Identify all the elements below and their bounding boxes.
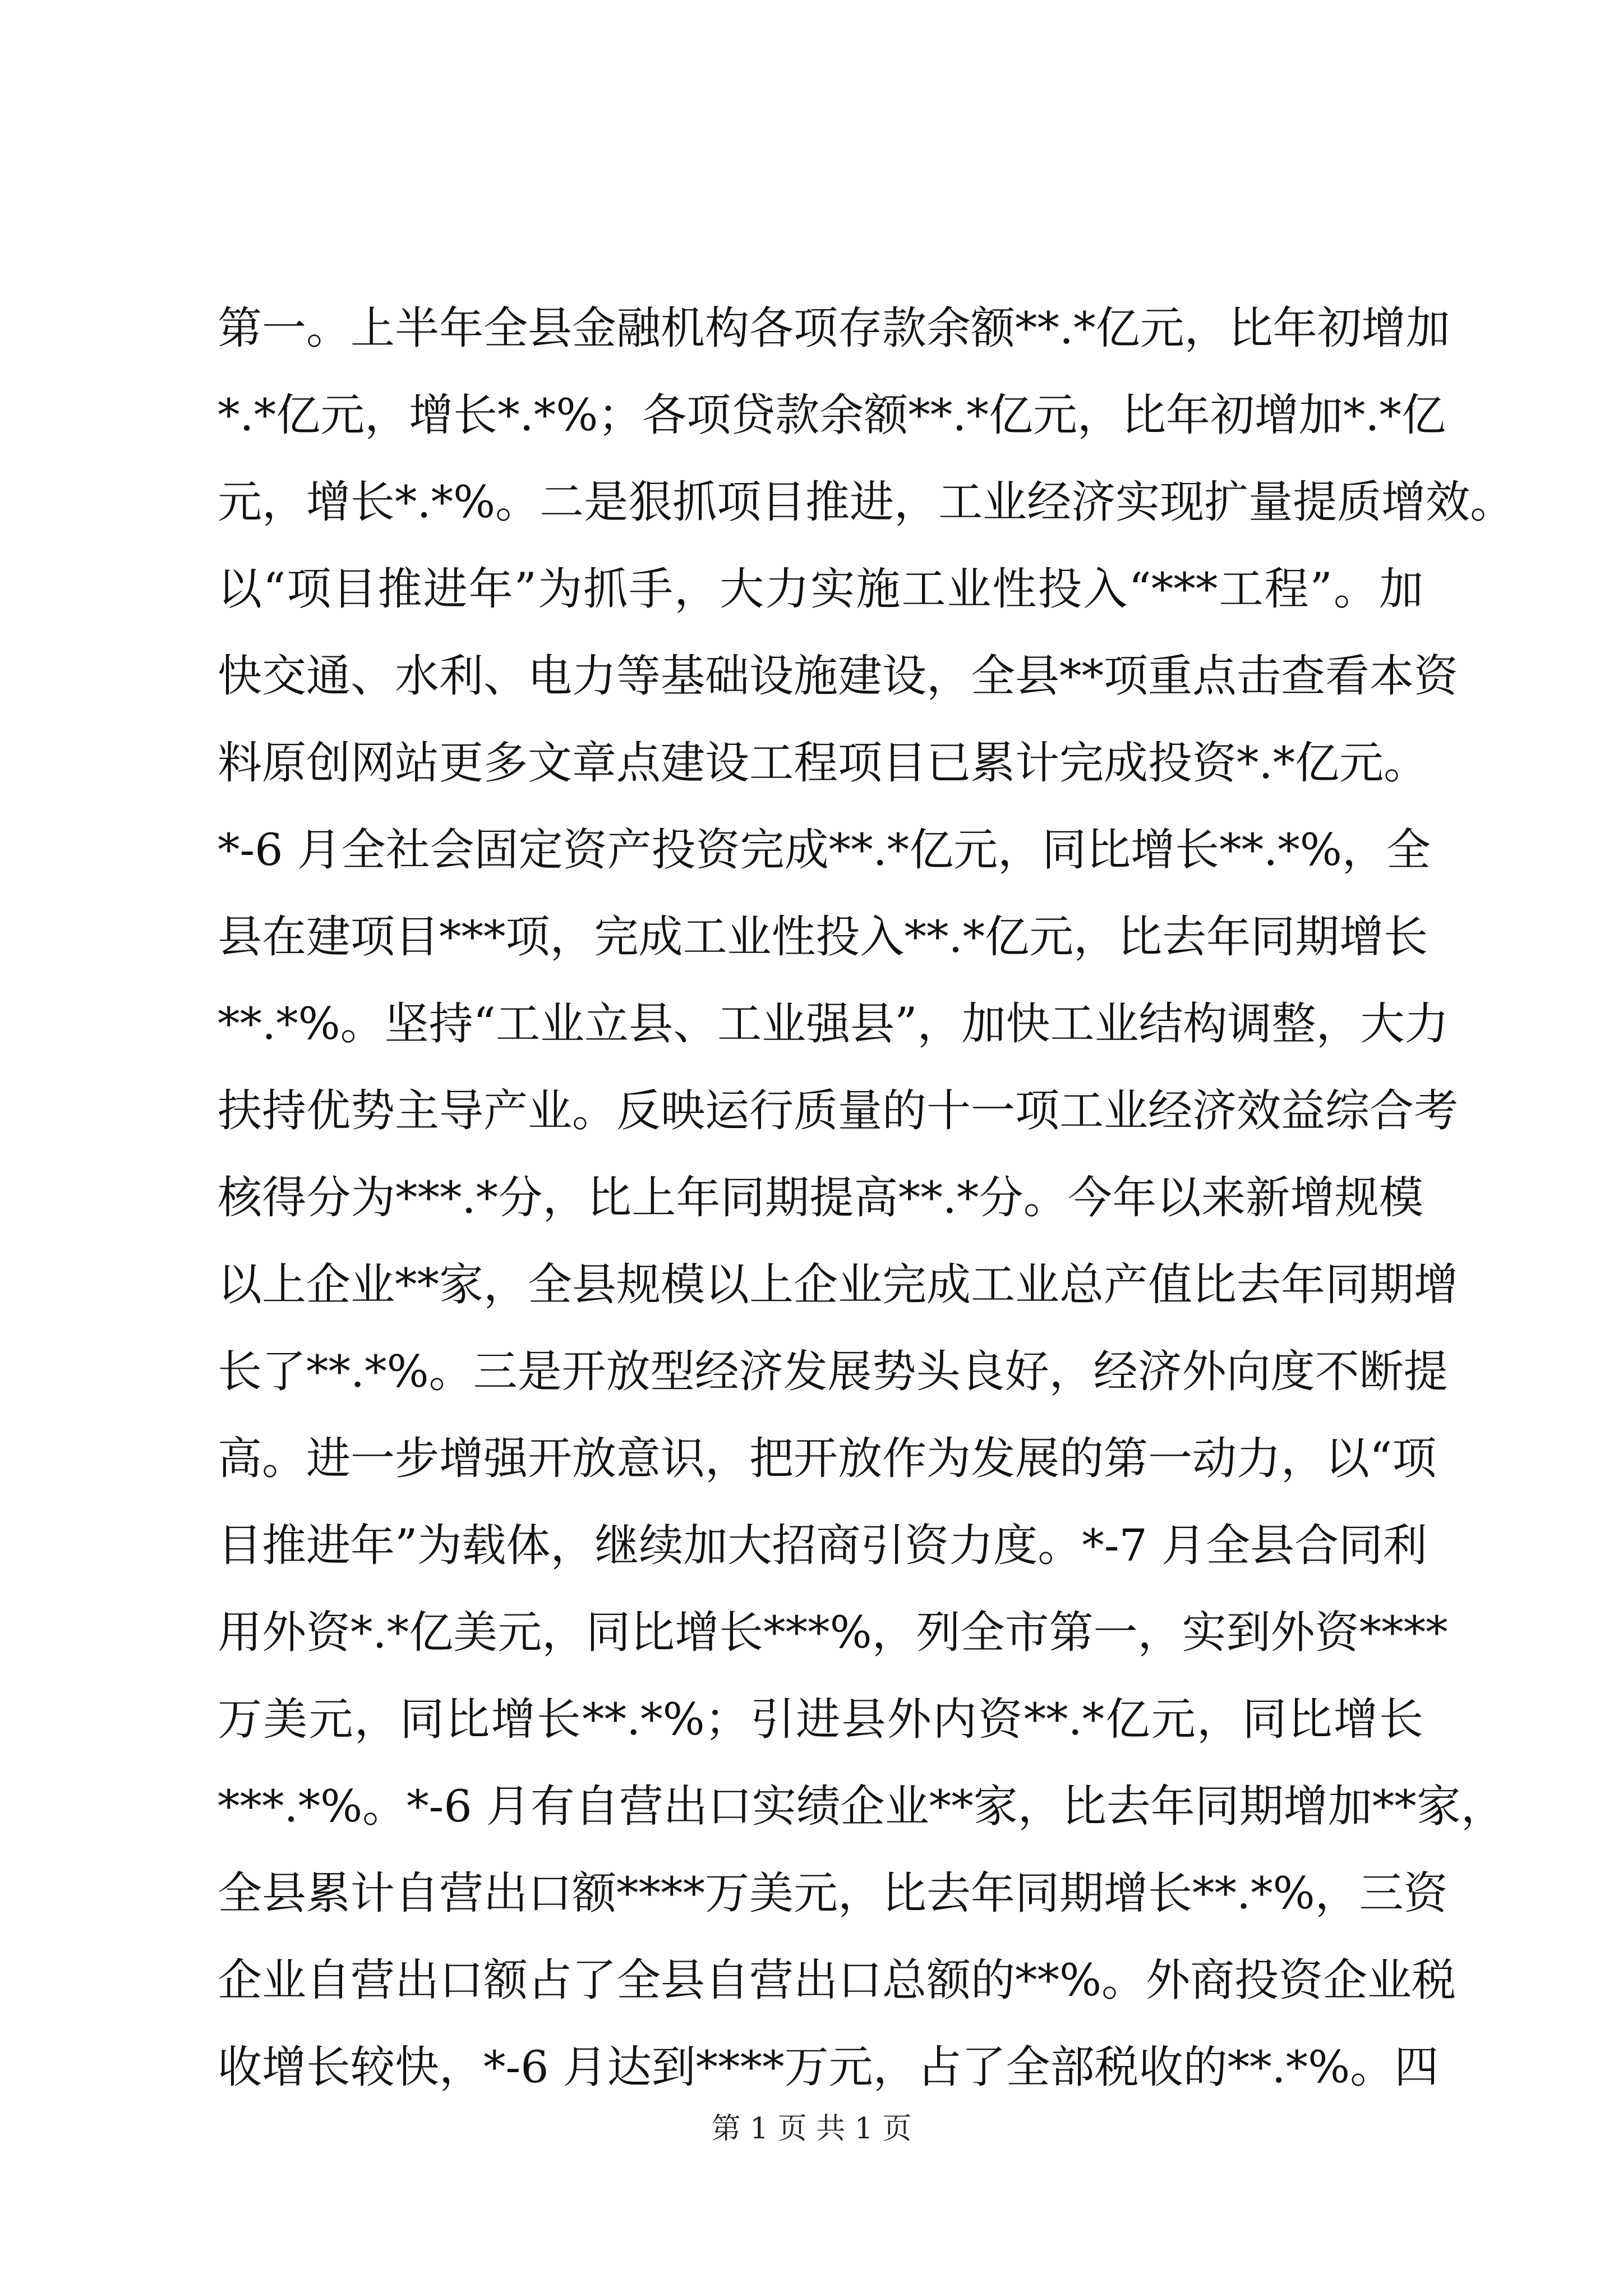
text-line: 万美元，同比增长**.*%；引进县外内资**.*亿元，同比增长 [218,1694,1423,1745]
text-line: ***.*%。*-6 月有自营出口实绩企业**家，比去年同期增加**家， [218,1780,1505,1832]
body-paragraph [218,285,1515,2111]
text-line: 扶持优势主导产业。反映运行质量的十一项工业经济效益综合考 [218,1085,1458,1137]
text-line: 全县累计自营出口额****万美元，比去年同期增长**.*%，三资 [218,1867,1448,1919]
text-line: 目推进年”为载体，继续加大招商引资力度。*-7 月全县合同利 [218,1520,1427,1571]
text-line: 快交通、水利、电力等基础设施建设，全县**项重点击查看本资 [218,650,1458,702]
text-line: 以“项目推进年”为抓手，大力实施工业性投入“***工程”。加 [218,563,1423,615]
page-number-label: 第 1 页 共 1 页 [711,2112,912,2146]
text-line: 收增长较快，*-6 月达到****万元，占了全部税收的**.*%。四 [218,2041,1439,2093]
text-line: **.*%。坚持“工业立县、工业强县”，加快工业结构调整，大力 [218,998,1449,1050]
text-line: 用外资*.*亿美元，同比增长***%，列全市第一，实到外资**** [218,1607,1448,1658]
text-line: 料原创网站更多文章点建设工程项目已累计完成投资*.*亿元。 [218,737,1428,789]
text-line: 以上企业**家，全县规模以上企业完成工业总产值比去年同期增 [218,1259,1458,1310]
text-line: 高。进一步增强开放意识，把开放作为发展的第一动力，以“项 [218,1433,1437,1484]
text-line: 长了**.*%。三是开放型经济发展势头良好，经济外向度不断提 [218,1346,1448,1397]
text-line: 企业自营出口额占了全县自营出口总额的**%。外商投资企业税 [218,1954,1456,2006]
text-line: *.*亿元，增长*.*%；各项贷款余额**.*亿元，比年初增加*.*亿 [218,389,1446,441]
text-line: 第一。上半年全县金融机构各项存款余额**.*亿元，比年初增加 [218,302,1450,354]
text-line: *-6 月全社会固定资产投资完成**.*亿元，同比增长**.*%，全 [218,824,1431,876]
text-line: 核得分为***.*分，比上年同期提高**.*分。今年以来新增规模 [218,1172,1423,1223]
page-footer [0,2109,1623,2148]
text-line: 元，增长*.*%。二是狠抓项目推进，工业经济实现扩量提质增效。 [218,476,1515,528]
text-line: 县在建项目***项，完成工业性投入**.*亿元，比去年同期增长 [218,911,1428,963]
